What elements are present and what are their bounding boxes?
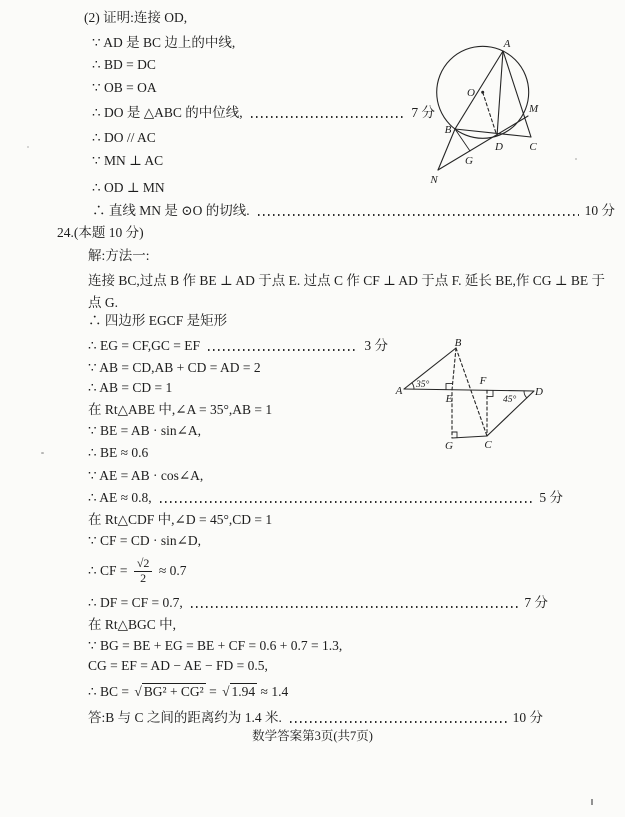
dotted-leader	[290, 721, 507, 723]
radicand: 1.94	[231, 684, 256, 699]
score-badge: 5 分	[539, 490, 563, 505]
scan-speck	[41, 452, 44, 454]
point-label-C: C	[484, 439, 492, 451]
proof-line: ∴ OD ⊥ MN	[92, 180, 165, 195]
center-dot-O	[481, 91, 484, 94]
line-O-D-dashed	[483, 92, 497, 136]
line-A-B-N	[438, 51, 503, 170]
solution-line-radical: ∴ BC = √ BG² + CG² = √ 1.94 ≈ 1.4	[88, 684, 289, 699]
point-label-G: G	[465, 155, 473, 167]
proof-line: ∴ 直线 MN 是 ⊙O 的切线. 10 分	[92, 203, 615, 218]
solution-line: ∴ AE ≈ 0.8, 5 分	[88, 490, 563, 505]
solution-line: CG = EF = AD − AE − FD = 0.5,	[88, 658, 268, 673]
right-angle-mark-E	[446, 384, 452, 390]
right-angle-mark-F	[487, 390, 493, 396]
line-A-M-C	[503, 51, 531, 137]
point-label-G: G	[445, 440, 453, 452]
point-label-A: A	[395, 385, 403, 397]
point-label-B: B	[454, 337, 462, 349]
solution-line: ∵ BG = BE + EG = BE + CF = 0.6 + 0.7 = 1.3,	[88, 638, 343, 653]
line-B-E-G-dashed	[452, 348, 456, 438]
score-badge: 10 分	[584, 203, 615, 218]
radicand: BG² + CG²	[143, 684, 204, 699]
right-angle-mark-G	[452, 432, 457, 438]
solution-line: ∴ DF = CF = 0.7, 7 分	[88, 595, 548, 610]
solution-line: 连接 BC,过点 B 作 BE ⊥ AD 于点 E. 过点 C 作 CF ⊥ AD 于点 F. 延长 BE,作 CG ⊥ BE 于	[88, 273, 606, 288]
proof-line: (2) 证明:连接 OD,	[84, 10, 188, 25]
solution-line: ∴ BE ≈ 0.6	[88, 445, 149, 460]
solution-line: ∴ AB = CD = 1	[88, 380, 173, 395]
radical-sign: √	[222, 684, 230, 699]
figure-triangles	[392, 336, 564, 454]
dotted-leader	[160, 501, 534, 503]
point-label-A: A	[503, 38, 511, 50]
figure-circle-tangent	[425, 33, 550, 189]
score-badge: 7 分	[524, 595, 548, 610]
point-label-E: E	[445, 393, 453, 405]
tangent-line-N-D-M	[438, 116, 528, 170]
angle-arc-D	[524, 391, 527, 398]
solution-line: ∵ BE = AB · sin∠A,	[88, 423, 202, 438]
solution-line: 在 Rt△CDF 中,∠D = 45°,CD = 1	[88, 512, 273, 527]
scan-speck	[27, 146, 29, 148]
page-footer: 数学答案第3页(共7页)	[252, 729, 373, 743]
proof-line: ∵ MN ⊥ AC	[92, 153, 164, 168]
point-label-D: D	[535, 386, 543, 398]
proof-line: ∴ BD = DC	[92, 57, 156, 72]
fraction: $\frac{√2}{2}$	[134, 557, 153, 586]
point-label-C: C	[529, 141, 537, 153]
solution-line: ∵ AE = AB · cos∠A,	[88, 468, 204, 483]
line-A-D	[497, 51, 503, 136]
angle-label-45: 45°	[503, 395, 517, 405]
solution-line: 在 Rt△BGC 中,	[88, 617, 177, 632]
angle-label-35: 35°	[416, 380, 430, 390]
score-badge: 3 分	[364, 338, 388, 353]
proof-line: ∵ AD 是 BC 边上的中线,	[92, 35, 236, 50]
radical-sign: √	[134, 684, 142, 699]
proof-line: ∴ DO // AC	[92, 130, 156, 145]
solution-line: ∴ 四边形 EGCF 是矩形	[88, 313, 228, 328]
solution-line: ∴ EG = CF,GC = EF 3 分	[88, 338, 388, 353]
dotted-leader	[191, 606, 519, 608]
score-badge: 10 分	[512, 710, 543, 725]
solution-line-fraction: ∴ CF = $\frac{√2}{2}$ ≈ 0.7	[88, 556, 187, 585]
solution-line: ∵ CF = CD · sin∠D,	[88, 533, 202, 548]
answer-line: 答:B 与 C 之间的距离约为 1.4 米. 10 分	[88, 710, 543, 725]
proof-line: ∵ OB = OA	[92, 80, 157, 95]
point-label-B: B	[444, 124, 452, 136]
scan-speck	[575, 158, 577, 160]
dotted-leader	[251, 116, 406, 118]
scan-speck	[591, 799, 593, 805]
point-label-F: F	[479, 375, 487, 387]
solution-line: 在 Rt△ABE 中,∠A = 35°,AB = 1	[88, 402, 273, 417]
point-label-O: O	[467, 87, 475, 99]
solution-line: ∵ AB = CD,AB + CD = AD = 2	[88, 360, 261, 375]
solution-line: 解:方法一:	[88, 248, 150, 263]
dotted-leader	[208, 349, 358, 351]
angle-arc-A	[412, 383, 414, 389]
point-label-M: M	[529, 103, 539, 115]
line-B-C-dashed	[456, 348, 487, 436]
score-badge: 7 分	[411, 105, 435, 120]
proof-line: ∴ DO 是 △ABC 的中位线, 7 分	[92, 105, 435, 120]
point-label-D: D	[495, 141, 503, 153]
dotted-leader	[258, 214, 579, 216]
line-B-G	[455, 129, 470, 151]
solution-line: 点 G.	[88, 295, 118, 310]
point-label-N: N	[430, 174, 438, 186]
problem-number-line: 24.(本题 10 分)	[57, 225, 144, 240]
